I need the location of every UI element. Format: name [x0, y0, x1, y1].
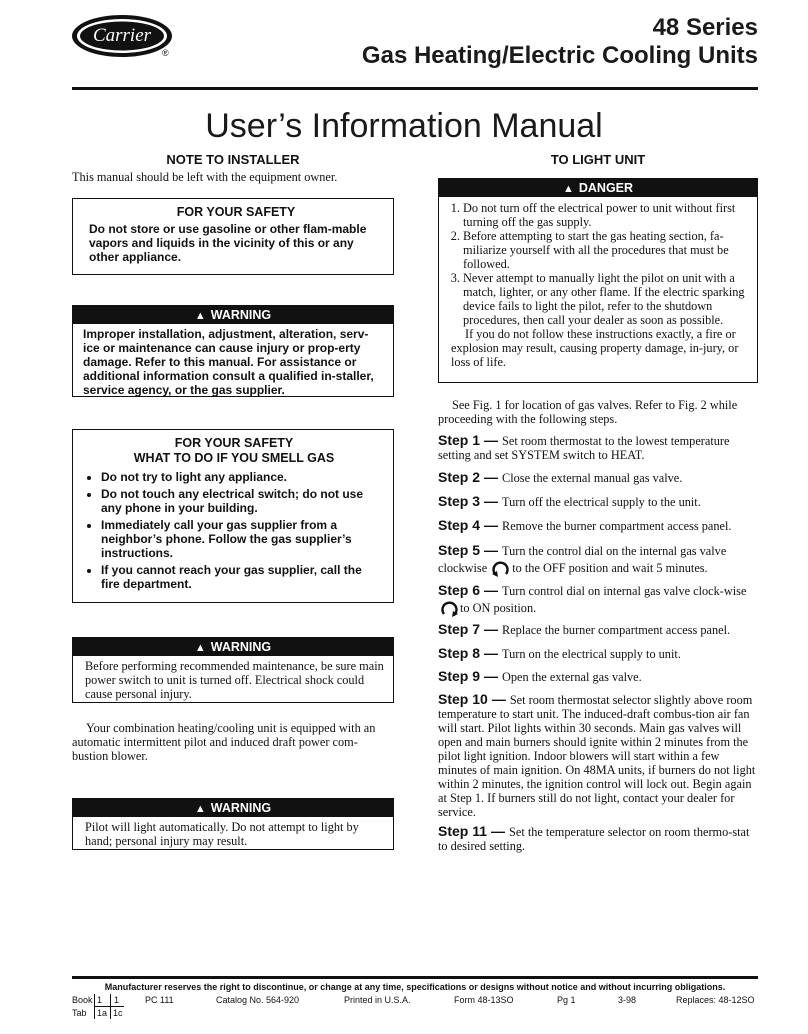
smell-gas-title-1: FOR YOUR SAFETY [174, 436, 294, 450]
warning-box-pilot [72, 798, 394, 850]
carrier-logo [70, 12, 178, 64]
warning-banner: ▲ WARNING [73, 638, 393, 656]
footer-date: 3-98 [618, 995, 637, 1005]
footer-form: Form 48-13SO [454, 995, 514, 1005]
danger-list [439, 201, 757, 327]
note-heading: NOTE TO INSTALLER [166, 152, 300, 167]
danger-banner: ▲ DANGER [439, 179, 757, 197]
list-item: • Do not try to light any appliance. [101, 470, 383, 484]
step-text: Turn off the electrical supply to the unit. [502, 495, 701, 509]
footer-book-v1: 1 [97, 995, 103, 1005]
warning-triangle-icon: ▲ [194, 310, 206, 322]
brand-name: Carrier [92, 25, 152, 46]
manual-title: User’s Information Manual [205, 107, 603, 145]
step-9: Step 9 — Open the external gas valve. [438, 668, 642, 684]
safety-box-title: FOR YOUR SAFETY [176, 205, 296, 219]
footer-pc: PC 111 [145, 995, 174, 1005]
list-item: 2. Before attempting to start the gas heating section, fa-miliarize yourself with all the procedures that must be followed. [463, 229, 749, 271]
smell-gas-box [72, 429, 394, 603]
step-4: Step 4 — Remove the burner compartment access panel. [438, 517, 732, 533]
step-text: Turn control dial on internal gas valve clock-wise [502, 584, 747, 598]
footer-catalog: Catalog No. 564-920 [216, 995, 300, 1005]
series-title: 48 Series [652, 14, 758, 41]
step-text: to the OFF position and wait 5 minutes. [512, 561, 708, 575]
smell-gas-list [85, 470, 383, 591]
step-5: Step 5 — Turn the control dial on the internal gas valve clockwise to the OFF position and wait 5 minutes. [438, 542, 758, 578]
footer-tab-label: Tab [72, 1008, 87, 1018]
step-label: Step 8 [438, 645, 481, 661]
footer-tab-v2: 1c [113, 1008, 123, 1018]
step-label: Step 3 [438, 493, 481, 509]
warning-install-text: Improper installation, adjustment, alteration, serv-ice or maintenance can cause injury or prop-erty damage. Refer to this manual. For assistance or additional information consult a qualified in-staller, service agency, or the gas supplier. [83, 327, 374, 397]
footer-grid-line [94, 1006, 124, 1007]
step-text: Turn the control dial on the internal gas valve clockwise [438, 544, 727, 575]
footer-replaces: Replaces: 48-12SO [676, 995, 755, 1005]
step-label: Step 2 [438, 469, 481, 485]
list-item: 3. Never attempt to manually light the pilot on unit with a match, lighter, or any other flame. If the electric sparking device fails to light the pilot, refer to the shutdown procedures, then call your dealer as soon as possible. [463, 271, 749, 327]
step-3: Step 3 — Turn off the electrical supply to the unit. [438, 493, 701, 509]
fig-intro: See Fig. 1 for location of gas valves. Refer to Fig. 2 while proceeding with the following steps. [438, 398, 738, 426]
equipment-paragraph: Your combination heating/cooling unit is equipped with an automatic intermittent pilot and induced draft power com-bustion blower. [72, 721, 376, 763]
step-text: to ON position. [460, 601, 537, 615]
warning-maintenance-text: Before performing recommended maintenance, be sure main power switch to unit is turned off. Electrical shock could cause personal injury. [85, 659, 384, 701]
safety-box-text: Do not store or use gasoline or other flam-mable vapors and liquids in the vicinity of this or any other appliance. [89, 222, 367, 264]
registered-mark: ® [162, 48, 169, 58]
step-10: Step 10 — Set room thermostat selector slightly above room temperature to start unit. The induced-draft combus-tion air fan will start. Pilot lights within 30 seconds. Main gas valves will open and main burners should ignite within 2 minutes from the pilot light ignition. Indoor blowers will start within a few minutes of main ignition. On 48MA units, if burners do not light within 2 minutes, the ignition control will lock out. Begin again at Step 1. If burners still do not light, contact your dealer for service. [438, 691, 756, 819]
step-text: Set room thermostat selector slightly above room temperature to start unit. The induced-draft combus-tion air fan will start. Pilot lights within 30 seconds. Main gas valves will open and main burners should ignite within 2 minutes from the pilot light ignition. Indoor blowers will start within a few minutes of main ignition. On 48MA units, if burners do not light within 2 minutes, the ignition control will lock out. Begin again at Step 1. If burners still do not light, contact your dealer for service. [438, 693, 756, 819]
warning-banner: ▲ WARNING [73, 306, 393, 324]
list-item: • If you cannot reach your gas supplier, call the fire department. [101, 563, 383, 591]
list-item: • Do not touch any electrical switch; do not use any phone in your building. [101, 487, 383, 515]
list-item: 1. Do not turn off the electrical power to unit without first turning off the gas supply. [463, 201, 749, 229]
step-label: Step 9 [438, 668, 481, 684]
warning-banner: ▲ WARNING [73, 799, 393, 817]
step-label: Step 4 [438, 517, 481, 533]
step-1: Step 1 — Set room thermostat to the lowest temperature setting and set SYSTEM switch to HEAT. [438, 432, 730, 462]
warning-triangle-icon: ▲ [194, 803, 206, 815]
footer-book-v2: 1 [114, 995, 120, 1005]
footer-tab-v1: 1a [97, 1008, 108, 1018]
warning-box-maintenance [72, 637, 394, 703]
step-text: Close the external manual gas valve. [502, 471, 683, 485]
step-text: Set room thermostat to the lowest temperature setting and set SYSTEM switch to HEAT. [438, 434, 730, 462]
step-label: Step 11 [438, 823, 488, 839]
warning-pilot-text: Pilot will light automatically. Do not attempt to light by hand; personal injury may result. [85, 820, 359, 848]
step-label: Step 1 [438, 432, 481, 448]
danger-closing: If you do not follow these instructions exactly, a fire or explosion may result, causing property damage, in-jury, or loss of life. [451, 327, 739, 369]
footer-book-label: Book [72, 995, 93, 1005]
step-text: Set the temperature selector on room thermo-stat to desired setting. [438, 825, 750, 853]
counterclockwise-arrow-icon [438, 600, 460, 618]
light-unit-heading: TO LIGHT UNIT [550, 152, 646, 167]
warning-triangle-icon: ▲ [194, 642, 206, 654]
step-7: Step 7 — Replace the burner compartment access panel. [438, 621, 731, 637]
step-label: Step 5 [438, 542, 481, 558]
step-label: Step 10 [438, 691, 488, 707]
note-text: This manual should be left with the equipment owner. [72, 170, 338, 184]
step-text: Turn on the electrical supply to unit. [502, 647, 681, 661]
step-label: Step 7 [438, 621, 481, 637]
clockwise-arrow-icon [490, 560, 512, 578]
warning-box-install [72, 305, 394, 397]
series-heading [362, 14, 758, 70]
series-subtitle: Gas Heating/Electric Cooling Units [361, 42, 758, 69]
step-6: Step 6 — Turn control dial on internal gas valve clock-wise to ON position. [438, 582, 758, 618]
step-label: Step 6 [438, 582, 481, 598]
footer-rule [72, 976, 758, 979]
warning-triangle-icon: ▲ [562, 183, 574, 195]
step-text: Remove the burner compartment access panel. [502, 519, 732, 533]
step-11: Step 11 — Set the temperature selector on room thermo-stat to desired setting. [438, 823, 750, 853]
footer-disclaimer: Manufacturer reserves the right to discontinue, or change at any time, specifications or designs without notice and without incurring obligations. [104, 982, 726, 992]
footer-printed: Printed in U.S.A. [344, 995, 411, 1005]
footer-page: Pg 1 [557, 995, 576, 1005]
step-8: Step 8 — Turn on the electrical supply to unit. [438, 645, 681, 661]
step-2: Step 2 — Close the external manual gas valve. [438, 469, 683, 485]
header-rule [72, 87, 758, 90]
smell-gas-title-2: WHAT TO DO IF YOU SMELL GAS [133, 451, 335, 465]
danger-box [438, 178, 758, 383]
safety-box [72, 198, 394, 275]
list-item: • Immediately call your gas supplier from a neighbor’s phone. Follow the gas supplier’s instructions. [101, 518, 383, 560]
step-text: Replace the burner compartment access panel. [502, 623, 731, 637]
step-text: Open the external gas valve. [502, 670, 642, 684]
